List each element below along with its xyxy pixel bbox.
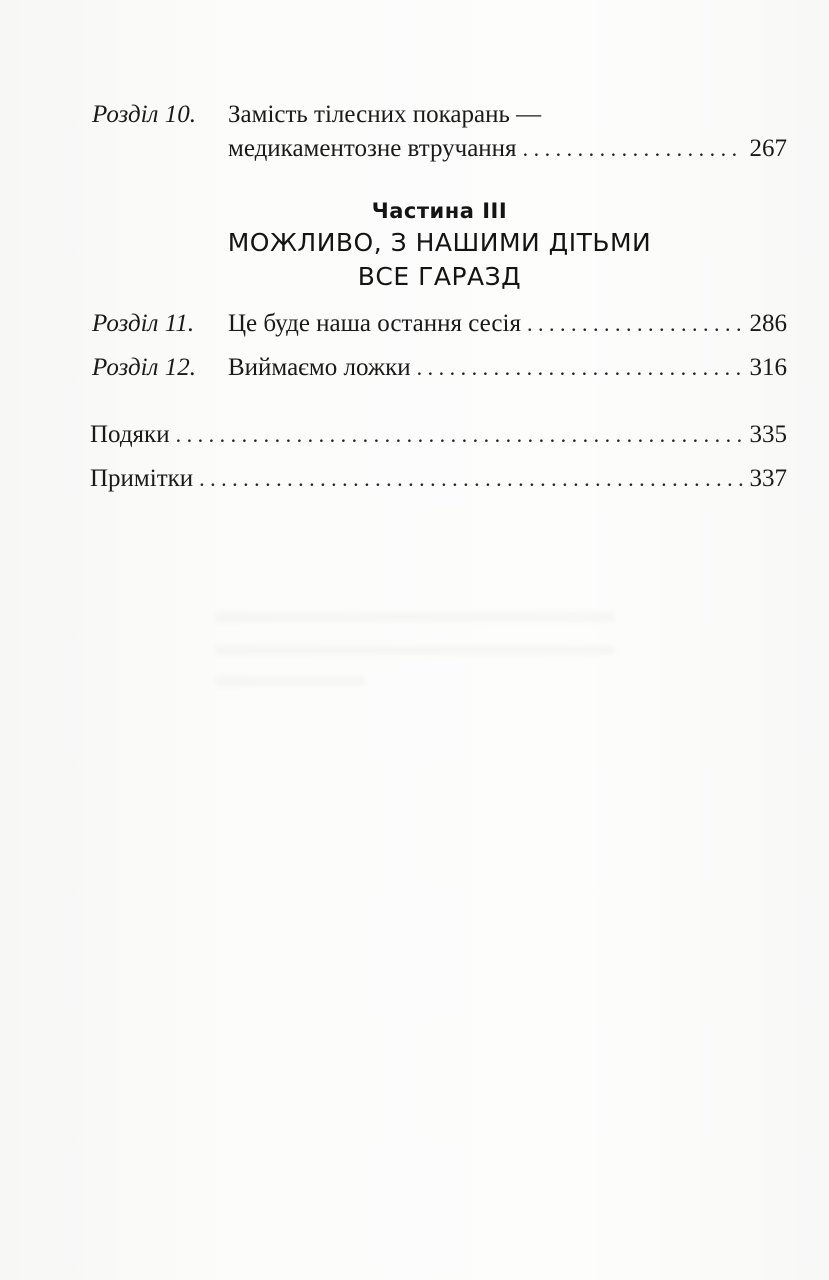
page-number: 267 [749, 135, 787, 162]
part-title-line2: ВСЕ ГАРАЗД [357, 262, 522, 291]
toc-entry-notes[interactable] [90, 462, 787, 496]
dot-leader [417, 351, 744, 385]
show-through-shadow [215, 676, 365, 686]
dot-leader [527, 307, 744, 341]
part-title-line1: МОЖЛИВО, З НАШИМИ ДІТЬМИ [227, 228, 652, 257]
dot-leader [523, 132, 744, 166]
toc-entry-chapter-10-line2[interactable] [228, 132, 787, 166]
chapter-label: Розділ 11. [92, 310, 195, 337]
page-number: 335 [749, 421, 787, 448]
toc-entry-chapter-11[interactable] [92, 307, 787, 341]
toc-entry-chapter-10-line1[interactable] [92, 98, 787, 132]
part-label: Частина III [371, 199, 508, 223]
chapter-label: Розділ 12. [92, 354, 196, 381]
page-number: 286 [749, 310, 787, 337]
backmatter-title: Примітки [90, 465, 194, 492]
chapter-label: Розділ 10. [92, 101, 196, 128]
page-number: 337 [749, 465, 787, 492]
chapter-title: Замість тілесних покарань — [228, 101, 542, 128]
chapter-title-continued: медикаментозне втручання [228, 135, 517, 162]
show-through-shadow [215, 645, 615, 655]
toc-entry-acknowledgements[interactable] [90, 418, 787, 452]
toc-entry-chapter-12[interactable] [92, 351, 787, 385]
backmatter-title: Подяки [90, 421, 170, 448]
show-through-shadow [215, 612, 615, 622]
chapter-title: Це буде наша остання сесія [228, 310, 521, 337]
dot-leader [199, 462, 743, 496]
page-number: 316 [749, 354, 787, 381]
part-heading [92, 196, 787, 294]
dot-leader [176, 418, 744, 452]
chapter-title: Виймаємо ложки [228, 354, 411, 381]
